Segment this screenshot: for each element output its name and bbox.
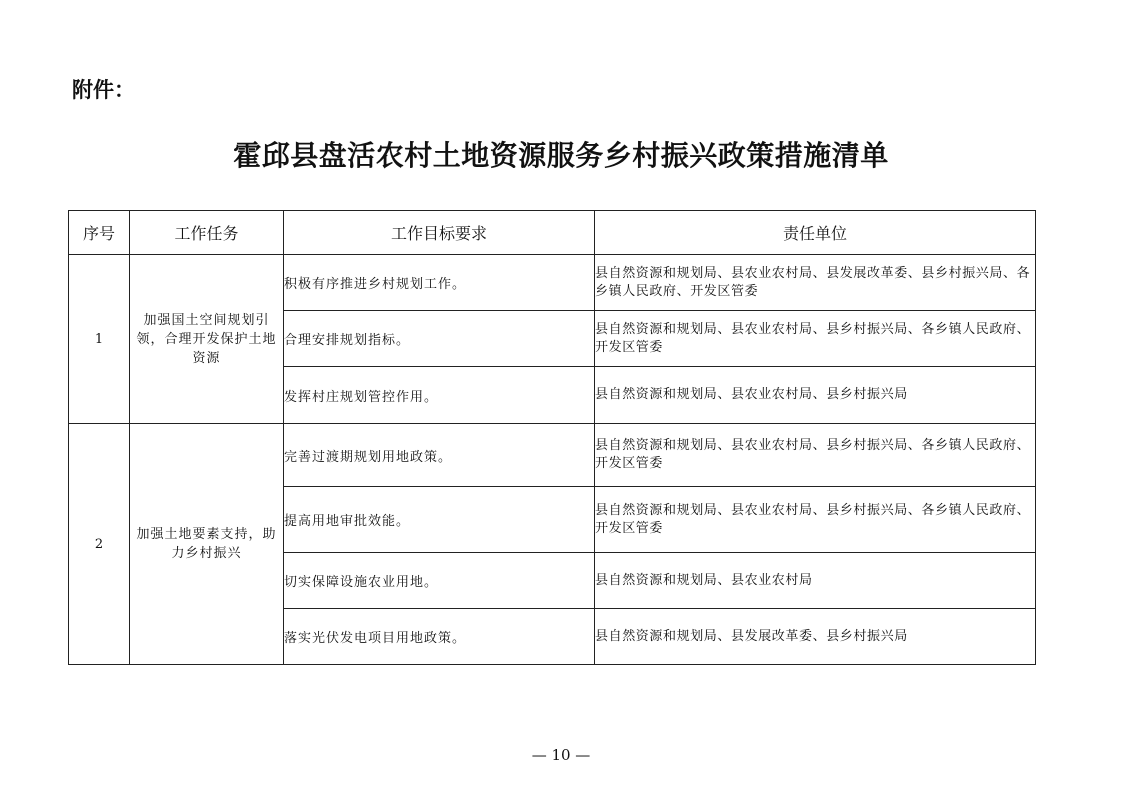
row-seq: 1 [69,255,130,424]
document-title: 霍邱县盘活农村土地资源服务乡村振兴政策措施清单 [233,139,889,172]
header-task: 工作任务 [130,211,284,255]
row-unit: 县自然资源和规划局、县农业农村局、县乡村振兴局 [595,367,1036,424]
header-unit: 责任单位 [595,211,1036,255]
row-goal: 提高用地审批效能。 [284,487,595,553]
row-goal: 完善过渡期规划用地政策。 [284,424,595,487]
page-number: — 10 — [531,746,591,764]
row-unit: 县自然资源和规划局、县农业农村局、县乡村振兴局、各乡镇人民政府、开发区管委 [595,424,1036,487]
row-unit: 县自然资源和规划局、县发展改革委、县乡村振兴局 [595,609,1036,665]
row-goal: 积极有序推进乡村规划工作。 [284,255,595,311]
row-goal: 合理安排规划指标。 [284,311,595,367]
row-unit: 县自然资源和规划局、县农业农村局、县乡村振兴局、各乡镇人民政府、开发区管委 [595,311,1036,367]
header-goal: 工作目标要求 [284,211,595,255]
row-goal: 切实保障设施农业用地。 [284,553,595,609]
row-seq: 2 [69,424,130,665]
attachment-label: 附件： [72,78,135,102]
header-seq: 序号 [69,211,130,255]
row-unit: 县自然资源和规划局、县农业农村局、县发展改革委、县乡村振兴局、各乡镇人民政府、开发区管委 [595,255,1036,311]
row-unit: 县自然资源和规划局、县农业农村局、县乡村振兴局、各乡镇人民政府、开发区管委 [595,487,1036,553]
row-task: 加强土地要素支持，助力乡村振兴 [130,424,284,665]
row-task: 加强国土空间规划引领，合理开发保护土地资源 [130,255,284,424]
row-goal: 发挥村庄规划管控作用。 [284,367,595,424]
row-unit: 县自然资源和规划局、县农业农村局 [595,553,1036,609]
table-header-row [69,211,1036,255]
table-row [69,255,1036,311]
row-goal: 落实光伏发电项目用地政策。 [284,609,595,665]
table-row [69,424,1036,487]
policy-table [68,210,1036,665]
